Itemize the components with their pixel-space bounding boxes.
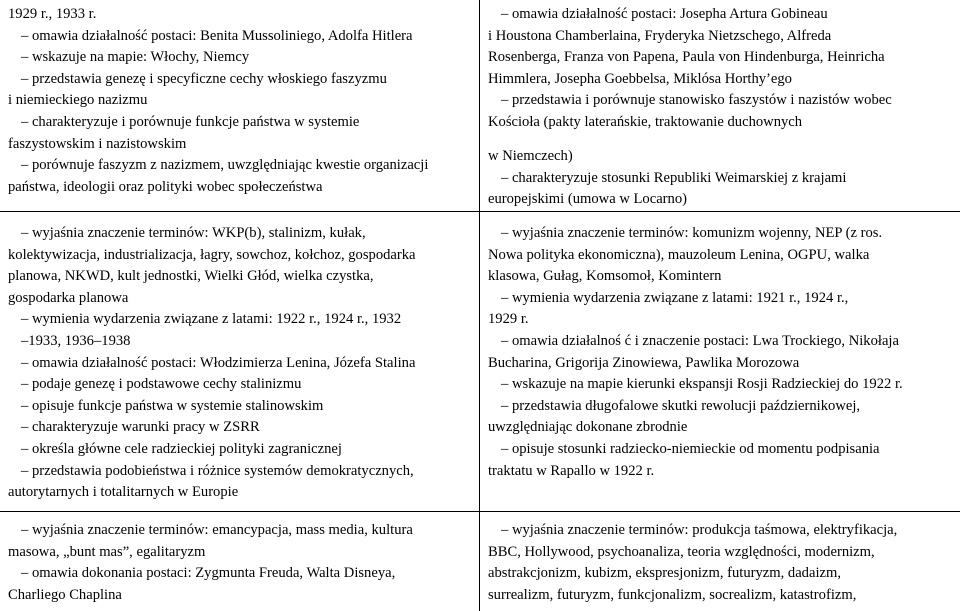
- text-line: – omawia działalność postaci: Josepha Artura Gobineau: [501, 6, 828, 22]
- text-line: – omawia działalnoś ć i znaczenie postaci: Lwa Trockiego, Nikołaja: [501, 332, 899, 349]
- text-line: – przedstawia genezę i specyficzne cechy włoskiego faszyzmu: [21, 70, 387, 87]
- text-line: gospodarka planowa: [8, 289, 129, 306]
- text-line: w Niemczech): [488, 148, 573, 164]
- text-line: – opisuje funkcje państwa w systemie stalinowskim: [21, 397, 324, 414]
- text-line: – omawia działalność postaci: Włodzimierza Lenina, Józefa Stalina: [21, 354, 416, 371]
- text-line: uwzględniając dokonane zbrodnie: [488, 419, 688, 436]
- text-line: – omawia działalność postaci: Benita Mussoliniego, Adolfa Hitlera: [21, 27, 413, 44]
- row-divider-2: [0, 511, 960, 512]
- text-line: – wyjaśnia znaczenie terminów: komunizm wojenny, NEP (z ros.: [501, 225, 883, 241]
- text-line: BBC, Hollywood, psychoanaliza, teoria względności, modernizm,: [488, 543, 875, 560]
- text-line: Rosenberga, Franza von Papena, Paula von Hindenburga, Heinricha: [488, 49, 885, 66]
- text-line: kolektywizacja, industrializacja, łagry, sowchoz, kołchoz, gospodarka: [8, 246, 416, 263]
- text-line: europejskimi (umowa w Locarno): [488, 191, 687, 208]
- right-cell-3: [488, 520, 956, 606]
- text-line: – wyjaśnia znaczenie terminów: emancypacja, mass media, kultura: [21, 522, 413, 538]
- text-line: – charakteryzuje i porównuje funkcje państwa w systemie: [21, 113, 360, 130]
- text-line: – opisuje stosunki radziecko-niemieckie od momentu podpisania: [501, 440, 880, 457]
- text-line: – przedstawia i porównuje stanowisko faszystów i nazistów wobec: [501, 92, 892, 109]
- text-line: – porównuje faszyzm z nazizmem, uwzględniając kwestie organizacji: [21, 157, 429, 174]
- text-line: Charliego Chaplina: [8, 586, 122, 603]
- text-line: – charakteryzuje stosunki Republiki Weimarskiej z krajami: [501, 169, 847, 186]
- text-line: autorytarnych i totalitarnych w Europie: [8, 484, 239, 501]
- text-line: – wyjaśnia znaczenie terminów: WKP(b), stalinizm, kułak,: [21, 225, 366, 241]
- text-line: abstrakcjonizm, kubizm, ekspresjonizm, futuryzm, dadaizm,: [488, 565, 841, 582]
- text-line: masowa, „bunt mas”, egalitaryzm: [8, 543, 206, 560]
- text-line: – wskazuje na mapie: Włochy, Niemcy: [21, 49, 250, 66]
- text-line: – charakteryzuje warunki pracy w ZSRR: [21, 419, 260, 436]
- text-line: – wskazuje na mapie kierunki ekspansji Rosji Radzieckiej do 1922 r.: [501, 376, 903, 393]
- text-line: surrealizm, futuryzm, funkcjonalizm, socrealizm, katastrofizm,: [488, 586, 857, 603]
- text-line: – przedstawia podobieństwa i różnice systemów demokratycznych,: [21, 462, 414, 479]
- text-line: państwa, ideologii oraz polityki wobec społeczeństwa: [8, 178, 323, 195]
- text-line: Bucharina, Grigorija Zinowiewa, Pawlika Morozowa: [488, 354, 800, 371]
- text-line: i Houstona Chamberlaina, Fryderyka Nietzschego, Alfreda: [488, 27, 832, 44]
- left-cell-2: [8, 223, 470, 504]
- text-line: – wymienia wydarzenia związane z latami: 1921 r., 1924 r.,: [501, 289, 849, 306]
- text-line: 1929 r.: [488, 311, 529, 328]
- text-line: klasowa, Gułag, Komsomoł, Komintern: [488, 268, 722, 285]
- text-line: – przedstawia długofalowe skutki rewolucji październikowej,: [501, 397, 861, 414]
- right-cell-2: [488, 223, 956, 482]
- text-line: planowa, NKWD, kult jednostki, Wielki Głód, wielka czystka,: [8, 268, 374, 285]
- text-line: Himmlera, Josepha Goebbelsa, Miklósa Horthy’ego: [488, 70, 792, 87]
- text-line: – podaje genezę i podstawowe cechy stalinizmu: [21, 376, 302, 393]
- text-line: –1933, 1936–1938: [21, 332, 131, 349]
- text-line: Nowa polityka ekonomiczna), mauzoleum Lenina, OGPU, walka: [488, 246, 870, 263]
- text-line: i niemieckiego nazizmu: [8, 92, 148, 109]
- column-divider: [479, 0, 480, 611]
- text-line: Kościoła (pakty laterańskie, traktowanie duchownych: [488, 113, 803, 130]
- text-line: 1929 r., 1933 r.: [8, 6, 97, 22]
- row-divider-1: [0, 211, 960, 212]
- right-cell-1b: [488, 146, 956, 211]
- text-line: – omawia dokonania postaci: Zygmunta Freuda, Walta Disneya,: [21, 565, 396, 582]
- right-cell-1: [488, 4, 956, 134]
- text-line: traktatu w Rapallo w 1922 r.: [488, 462, 655, 479]
- text-line: – określa główne cele radzieckiej polityki zagranicznej: [21, 440, 342, 457]
- left-cell-3: [8, 520, 470, 606]
- text-line: – wymienia wydarzenia związane z latami: 1922 r., 1924 r., 1932: [21, 311, 402, 328]
- left-cell-1: [8, 4, 470, 198]
- text-line: faszystowskim i nazistowskim: [8, 135, 187, 152]
- text-line: – wyjaśnia znaczenie terminów: produkcja taśmowa, elektryfikacja,: [501, 522, 898, 538]
